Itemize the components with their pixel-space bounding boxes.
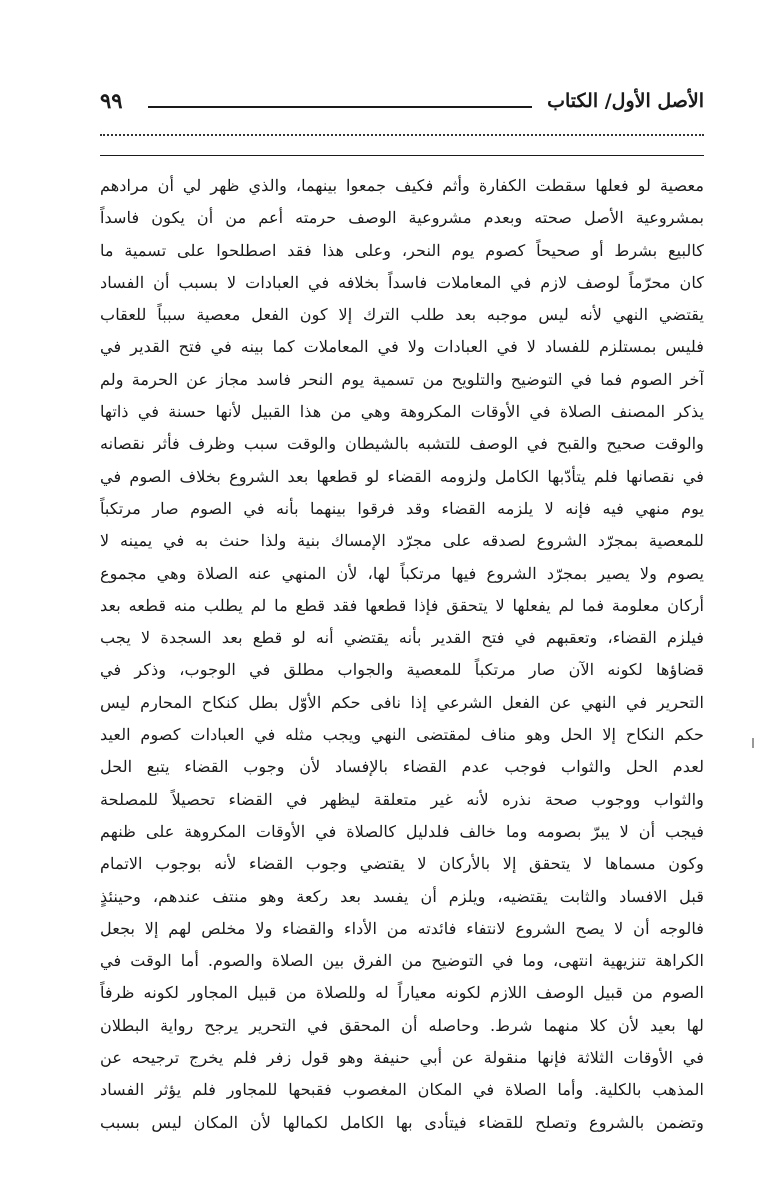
text-line: آخر الصوم فما في التوضيح والتلويح من تسمية يوم النحر فاسد مجاز عن الحرمة ولم [100,369,704,389]
text-line: لعدم الحل والثواب فوجب عدم القضاء بالإفساد لأن وجوب القضاء يتبع الحل [100,757,704,777]
page-number: ٩٩ [100,88,123,113]
solid-divider [100,155,704,156]
text-line: يقتضي النهي لأنه ليس موجبه بعد طلب الترك إلا كون الفعل معصية سبباً للعقاب [100,305,704,325]
text-line: فيلزم القضاء، وتعقبهم في فتح القدير بأنه يقتضي أنه لو قطع بعد السجدة لا يجب [100,628,704,648]
text-line: فالوجه أن لا يصح الشروع لانتفاء فائدته من الأداء والقضاء ولا مخلص لهم إلا بجعل [100,918,704,938]
text-line: بمشروعية الأصل صحته وبعدم مشروعية الوصف حرمته أعم من أن يكون فاسداً [100,208,704,228]
text-line: والوقت صحيح والقبح في الوصف للتشبه بالشيطان والوقت سبب وظرف فأثر نقصانه [100,434,704,454]
margin-mark [752,738,754,748]
text-line: يوم منهي فيه فإنه لا يلزمه القضاء وقد فرقوا بينهما بأنه في الصوم صار مرتكباً [100,498,704,518]
text-line: أركان معلومة فما لم يفعلها لا يتحقق فإذا قطعها فقد قطع ما لم يطلب منه قطعه بعد [100,595,704,615]
header-rule [148,106,532,108]
text-line: المذهب بالكلية. وأما الصلاة في المكان المغصوب فقبحها للمجاور فلم يؤثر الفساد [100,1080,704,1100]
text-line: والثواب ووجوب صحة نذره لأنه غير متعلقة ليظهر في القضاء تحصيلاً للمصلحة [100,789,704,809]
text-line: للمعصية بمجرّد الشروع لصدقه على مجرّد الإمساك بنية ولذا حنث به في يمينه لا [100,531,704,551]
text-line: الصوم من قبيل الوصف اللازم لكونه معياراً له وللصلاة من قبيل المجاور لكونه ظرفاً [100,983,704,1003]
body-text [100,170,704,1139]
text-line: فيجب أن لا يبرّ بصومه وما خالف فلدليل كالصلاة في الأوقات المكروهة على ظنهم [100,821,704,841]
text-line: معصية لو فعلها سقطت الكفارة وأثم فكيف جمعوا بينهما، والذي ظهر لي أن مرادهم [100,176,704,195]
text-line: في الأوقات الثلاثة فإنها منقولة عن أبي حنيفة وهو قول زفر فلم يخرج ترجيحه عن [100,1048,704,1068]
text-line: في نقصانها فلم يتأدّبها الكامل ولزومه القضاء لو قطعها بعد الشروع بخلاف الصوم في [100,466,704,486]
text-line: قبل الافساد والثابت يقتضيه، ويلزم أن يفسد بعد ركعة وهو منتف عندهم، وحينئذٍ [100,886,704,906]
text-line: حكم النكاح إلا الحل وهو مناف لمقتضى النهي ويجب مثله في العبادات كصوم العيد [100,725,704,745]
text-line: لها بعيد لأن كلا منهما شرط. وحاصله أن المحقق في التحرير يرجح رواية البطلان [100,1015,704,1035]
text-line: وكون مسماها لا يتحقق إلا بالأركان لا يقتضي وجوب القضاء لأنه بوجوب الاتمام [100,854,704,874]
running-title: الأصل الأول/ الكتاب [547,90,704,112]
running-header [100,84,704,118]
dotted-divider [100,134,704,136]
text-line: كالبيع بشرط أو صحيحاً كصوم يوم النحر، وعلى هذا فقد اصطلحوا على تسمية ما [100,240,704,260]
text-line: فليس بمستلزم للفساد لا في العبادات ولا في المعاملات كما بينه في فتح القدير في [100,337,704,357]
text-line: الكراهة تنزيهية انتهى، وما في التوضيح من الفرق بين الصلاة والصوم. أما الوقت في [100,951,704,971]
text-line: يصوم ولا يصير بمجرّد الشروع فيها مرتكباً لها، لأن المنهي عنه الصلاة وهي مجموع [100,563,704,583]
text-line: كان محرّماً لوصف لازم في المعاملات فاسداً بخلافه في العبادات لا بسبب أن الفساد [100,272,704,292]
text-line: وتضمن بالشروع وتصلح للقضاء فيتأدى بها الكامل لكمالها لأن المكان ليس بسبب [100,1112,704,1132]
text-line: يذكر المصنف الصلاة في الأوقات المكروهة وهي من هذا القبيل لأنها حسنة في ذاتها [100,402,704,422]
text-line: قضاؤها لكونه الآن صار مرتكباً للمعصية والجواب مطلق في الوجوب، وذكر في [100,660,704,680]
text-line: التحرير في النهي عن الفعل الشرعي إذا نافى حكم الأوّل بطل كنكاح المحارم ليس [100,692,704,712]
